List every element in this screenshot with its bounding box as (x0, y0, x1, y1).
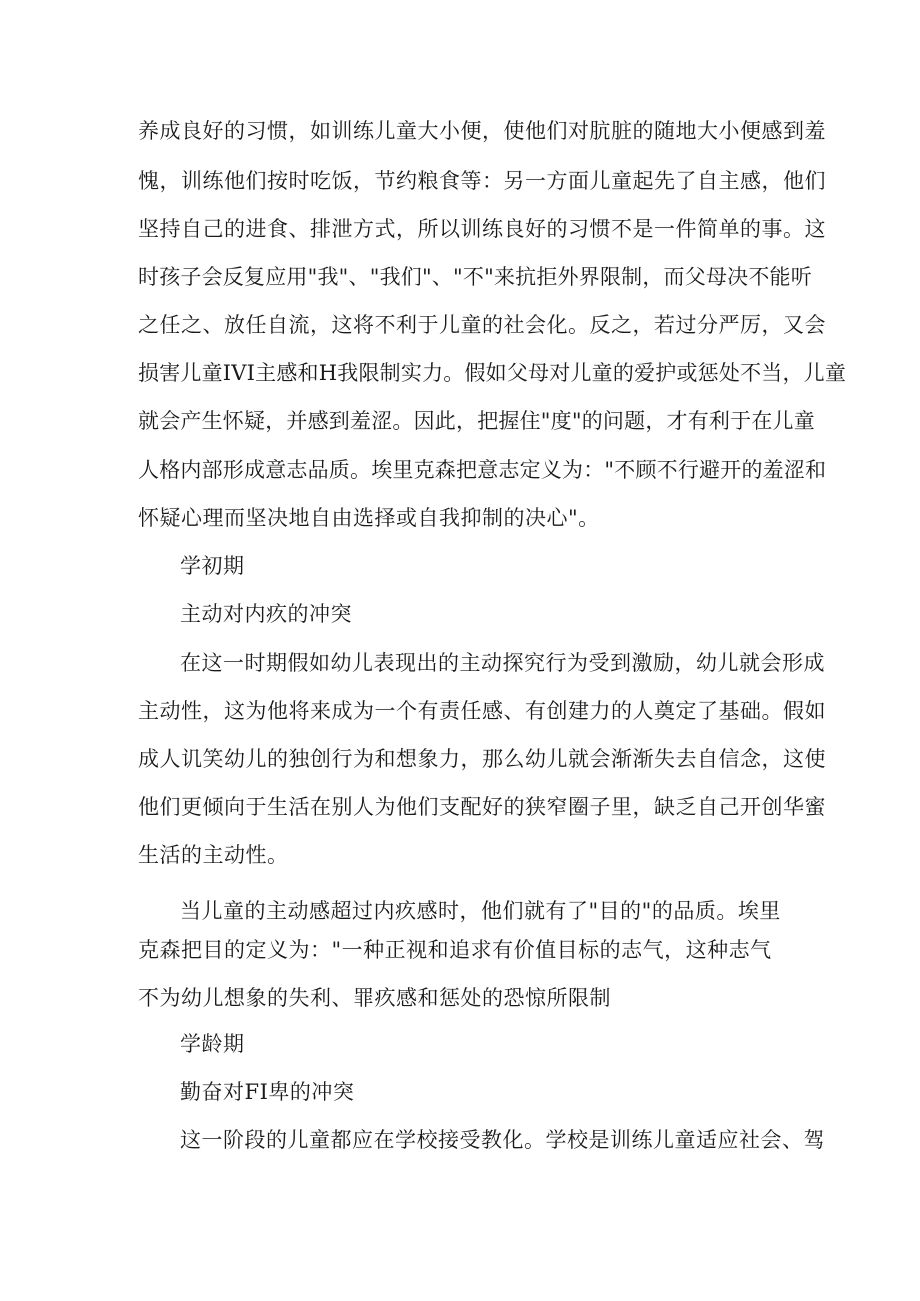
paragraph-1-line-3: 坚持自己的进食、排泄方式，所以训练良好的习惯不是一件简单的事。这 (138, 217, 826, 241)
paragraph-2-line-4: 他们更倾向于生活在别人为他们支配好的狭窄圈子里，缺乏自己开创华蜜 (138, 795, 826, 819)
paragraph-1-line-8: 人格内部形成意志品质。埃里克森把意志定义为："不顾不行避开的羞涩和 (138, 458, 827, 482)
paragraph-1-line-5: 之任之、放任自流，这将不利于儿童的社会化。反之，若过分严厉，又会 (138, 313, 826, 337)
paragraph-4-line-1: 这一阶段的儿童都应在学校接受教化。学校是训练儿童适应社会、驾 (180, 1128, 825, 1152)
paragraph-3-line-3: 不为幼儿想象的失利、罪疚感和惩处的恐惊所限制 (138, 986, 611, 1010)
paragraph-1-line-2: 愧，训练他们按时吃饭，节约粮食等：另一方面儿童起先了自主感，他们 (138, 169, 826, 193)
paragraph-3-line-1: 当儿童的主动感超过内疚感时，他们就有了"目的"的品质。埃里 (180, 899, 781, 923)
section-subheading-initiative: 主动对内疚的冲突 (180, 602, 352, 626)
section-heading-preschool: 学初期 (180, 554, 245, 578)
section-subheading-industry: 勤奋对FI卑的冲突 (180, 1080, 355, 1104)
paragraph-2-line-2: 主动性，这为他将来成为一个有责任感、有创建力的人奠定了基础。假如 (138, 699, 826, 723)
paragraph-2-line-3: 成人讥笑幼儿的独创行为和想象力，那么幼儿就会渐渐失去自信念，这使 (138, 747, 826, 771)
paragraph-1-line-6: 损害儿童IVI主感和H我限制实力。假如父母对儿童的爱护或惩处不当，儿童 (138, 361, 847, 385)
paragraph-1-line-9: 怀疑心理而坚决地自由选择或自我抑制的决心"。 (138, 506, 600, 530)
paragraph-1-line-7: 就会产生怀疑，并感到羞涩。因此，把握住"度"的问题，才有利于在儿童 (138, 409, 815, 433)
paragraph-1-line-1: 养成良好的习惯，如训练儿童大小便，使他们对肮脏的随地大小便感到羞 (138, 119, 826, 143)
paragraph-3-line-2: 克森把目的定义为："一种正视和追求有价值目标的志气，这种志气 (138, 938, 772, 962)
paragraph-1-line-4: 时孩子会反复应用"我"、"我们"、"不"来抗拒外界限制，而父母决不能听 (138, 265, 812, 289)
paragraph-2-line-1: 在这一时期假如幼儿表现出的主动探究行为受到激励，幼儿就会形成 (180, 651, 825, 675)
section-heading-school-age: 学龄期 (180, 1032, 245, 1056)
paragraph-2-line-5: 生活的主动性。 (138, 843, 289, 867)
